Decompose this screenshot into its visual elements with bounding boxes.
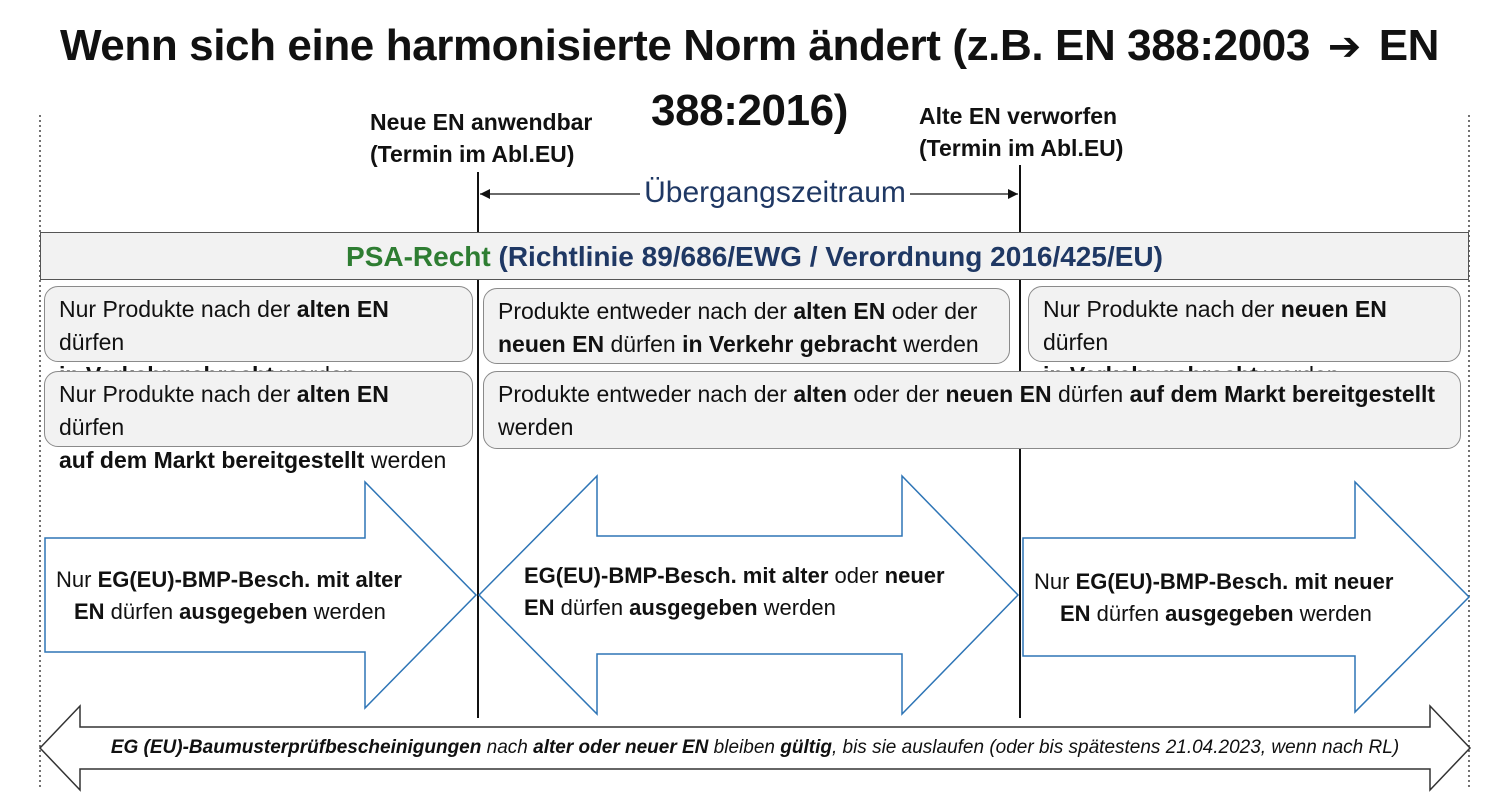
law-bar-reference: (Richtlinie 89/686/EWG / Verordnung 2016/425/EU) <box>498 241 1163 272</box>
text-bold: EG(EU)-BMP-Besch. mit alter <box>524 563 829 588</box>
law-bar <box>40 232 1469 280</box>
text-bold: neuen EN <box>498 331 605 357</box>
text-bold: EG (EU)-Baumusterprüfbescheinigungen <box>110 737 482 758</box>
milestone-old-en-line1: Alte EN verworfen <box>919 103 1118 129</box>
text-bold: auf dem Markt bereitgestellt <box>59 447 365 473</box>
text: dürfen <box>1051 381 1130 407</box>
text: dürfen <box>59 414 125 440</box>
text-bold: neuen EN <box>945 381 1052 407</box>
transition-period-label: Übergangszeitraum <box>640 171 910 215</box>
text: nach <box>481 737 534 758</box>
text: dürfen <box>554 595 630 620</box>
box-old-en-market <box>44 371 473 473</box>
text: werden <box>757 595 836 620</box>
text: Nur Produkte nach der <box>59 381 297 407</box>
box-new-en-placing <box>1028 286 1461 362</box>
box-both-en-placing <box>483 288 1010 364</box>
milestone-new-en <box>370 106 670 170</box>
text-bold: alten EN <box>296 381 389 407</box>
text-bold: ausgegeben <box>1165 601 1294 626</box>
text: werden <box>364 447 447 473</box>
text: oder der <box>847 381 946 407</box>
transition-arrow-right-head <box>1008 189 1018 199</box>
text-bold: EN <box>74 599 105 624</box>
text: oder <box>828 563 885 588</box>
text: , bis sie auslaufen (oder bis spätestens 21.04.2023, wenn nach RL) <box>831 737 1400 758</box>
arrow-new-en-text <box>1034 566 1414 630</box>
box-both-en-market <box>483 371 1461 449</box>
right-arrow-icon: ➔ <box>1327 25 1361 69</box>
title-right: EN 388:2016) <box>651 21 1440 135</box>
text-bold: neuer <box>884 563 945 588</box>
title-left: Wenn sich eine harmonisierte Norm ändert (z.B. EN 388:2003 <box>59 21 1310 70</box>
text-bold: alten EN <box>793 298 886 324</box>
text: dürfen <box>59 329 125 355</box>
box-old-en-placing <box>44 286 473 362</box>
text: Produkte entweder nach der <box>498 298 794 324</box>
text: dürfen <box>1043 329 1109 355</box>
text: werden <box>1293 601 1372 626</box>
arrow-transition-text <box>524 560 984 624</box>
text-bold: EN <box>1060 601 1091 626</box>
law-bar-psa: PSA-Recht <box>346 241 491 272</box>
text: Nur <box>1034 569 1076 594</box>
milestone-old-en-line2: (Termin im Abl.EU) <box>919 135 1124 161</box>
text: dürfen <box>1090 601 1166 626</box>
text-bold: neuen EN <box>1280 296 1387 322</box>
text-bold: EN <box>524 595 555 620</box>
text-bold: EG(EU)-BMP-Besch. mit alter <box>97 567 402 592</box>
text: werden <box>307 599 386 624</box>
text: Produkte entweder nach der <box>498 381 794 407</box>
text: werden <box>896 331 979 357</box>
milestone-old-en <box>919 100 1219 164</box>
text-bold: EG(EU)-BMP-Besch. mit neuer <box>1075 569 1394 594</box>
milestone-new-en-line1: Neue EN anwendbar <box>370 109 593 135</box>
text: oder der <box>885 298 978 324</box>
text-bold: alter oder neuer EN <box>533 737 709 758</box>
text: bleiben <box>708 737 781 758</box>
text-bold: ausgegeben <box>629 595 758 620</box>
text-bold: alten EN <box>296 296 389 322</box>
text-bold: ausgegeben <box>179 599 308 624</box>
text: Nur Produkte nach der <box>59 296 297 322</box>
text-bold: auf dem Markt bereitgestellt <box>1129 381 1436 407</box>
text: dürfen <box>604 331 683 357</box>
arrow-old-en-text <box>56 564 416 628</box>
text: werden <box>498 414 574 440</box>
text-bold: alten <box>793 381 848 407</box>
bottom-validity-text <box>80 730 1430 766</box>
transition-arrow-left-head <box>480 189 490 199</box>
text-bold: gültig <box>780 737 832 758</box>
milestone-new-en-line2: (Termin im Abl.EU) <box>370 141 575 167</box>
text: Nur Produkte nach der <box>1043 296 1281 322</box>
text: dürfen <box>104 599 180 624</box>
text-bold: in Verkehr gebracht <box>682 331 897 357</box>
text: Nur <box>56 567 98 592</box>
